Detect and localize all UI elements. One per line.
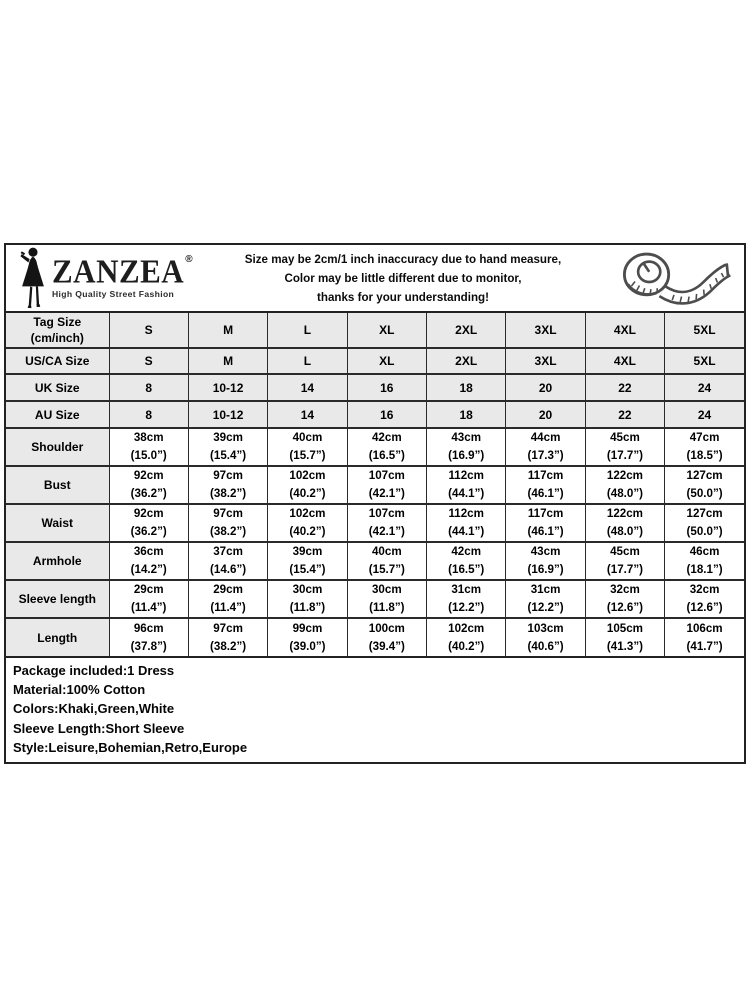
size-row-au-size-cell-8: 24	[665, 401, 744, 428]
measure-row-sleeve-length	[6, 580, 744, 618]
measure-row-waist	[6, 504, 744, 542]
size-row-tag-size-cell-1: S	[109, 313, 188, 348]
measure-row-bust-cell-8: 127cm (50.0”)	[665, 466, 744, 504]
measure-row-sleeve-length-cell-5: 31cm (12.2”)	[427, 580, 506, 618]
size-row-au-size-cell-5: 18	[427, 401, 506, 428]
tape-icon-area	[610, 247, 744, 309]
measure-row-armhole-cell-8: 46cm (18.1”)	[665, 542, 744, 580]
size-row-us-ca-size-cell-6: 3XL	[506, 348, 585, 374]
size-disclaimer	[198, 250, 610, 307]
measure-row-length-cell-1: 96cm (37.8”)	[109, 618, 188, 656]
measuring-tape-icon	[615, 247, 733, 309]
measure-row-armhole-cell-7: 45cm (17.7”)	[585, 542, 664, 580]
size-row-tag-size	[6, 313, 744, 348]
size-row-us-ca-size-cell-7: 4XL	[585, 348, 664, 374]
measure-row-armhole-cell-1: 36cm (14.2”)	[109, 542, 188, 580]
size-row-uk-size-cell-2: 10-12	[188, 374, 267, 401]
measure-row-sleeve-length-cell-6: 31cm (12.2”)	[506, 580, 585, 618]
measure-row-armhole-cell-4: 40cm (15.7”)	[347, 542, 426, 580]
size-row-tag-size-cell-2: M	[188, 313, 267, 348]
size-row-uk-size-label: UK Size	[6, 374, 109, 401]
measure-row-shoulder-cell-4: 42cm (16.5”)	[347, 428, 426, 466]
size-row-us-ca-size-cell-5: 2XL	[427, 348, 506, 374]
size-row-us-ca-size-label: US/CA Size	[6, 348, 109, 374]
measure-row-shoulder-cell-1: 38cm (15.0”)	[109, 428, 188, 466]
registered-trademark: ®	[185, 254, 193, 266]
measure-row-armhole-cell-5: 42cm (16.5”)	[427, 542, 506, 580]
measure-row-bust-cell-4: 107cm (42.1”)	[347, 466, 426, 504]
measure-row-waist-cell-2: 97cm (38.2”)	[188, 504, 267, 542]
note-colors: Colors:Khaki,Green,White	[13, 701, 175, 717]
size-row-au-size-cell-2: 10-12	[188, 401, 267, 428]
brand-logo-text	[52, 252, 193, 300]
size-row-au-size-label: AU Size	[6, 401, 109, 428]
size-row-us-ca-size-cell-2: M	[188, 348, 267, 374]
size-row-tag-size-cell-7: 4XL	[585, 313, 664, 348]
measure-row-waist-label: Waist	[6, 504, 109, 542]
measure-row-length-cell-8: 106cm (41.7”)	[665, 618, 744, 656]
measure-row-length-cell-7: 105cm (41.3”)	[585, 618, 664, 656]
measure-row-waist-cell-3: 102cm (40.2”)	[268, 504, 347, 542]
measure-row-sleeve-length-cell-3: 30cm (11.8”)	[268, 580, 347, 618]
size-row-uk-size-cell-8: 24	[665, 374, 744, 401]
size-row-us-ca-size-cell-8: 5XL	[665, 348, 744, 374]
measure-row-bust-cell-2: 97cm (38.2”)	[188, 466, 267, 504]
measure-row-sleeve-length-cell-1: 29cm (11.4”)	[109, 580, 188, 618]
measure-row-sleeve-length-cell-4: 30cm (11.8”)	[347, 580, 426, 618]
measure-row-shoulder-cell-2: 39cm (15.4”)	[188, 428, 267, 466]
measure-row-armhole-label: Armhole	[6, 542, 109, 580]
measure-row-armhole-cell-2: 37cm (14.6”)	[188, 542, 267, 580]
size-row-tag-size-cell-8: 5XL	[665, 313, 744, 348]
measure-row-length-cell-3: 99cm (39.0”)	[268, 618, 347, 656]
measure-row-armhole-cell-6: 43cm (16.9”)	[506, 542, 585, 580]
brand-logo	[6, 247, 198, 309]
size-row-au-size-cell-1: 8	[109, 401, 188, 428]
measure-row-waist-cell-7: 122cm (48.0”)	[585, 504, 664, 542]
size-row-tag-size-cell-5: 2XL	[427, 313, 506, 348]
disclaimer-line-1: Size may be 2cm/1 inch inaccuracy due to hand measure,	[244, 252, 562, 266]
brand-name: ZANZEA	[52, 252, 185, 291]
measure-row-shoulder-label: Shoulder	[6, 428, 109, 466]
measure-row-length	[6, 618, 744, 656]
size-chart-panel	[4, 243, 746, 764]
measure-row-bust-cell-7: 122cm (48.0”)	[585, 466, 664, 504]
size-row-uk-size-cell-5: 18	[427, 374, 506, 401]
product-notes	[6, 656, 744, 762]
measure-row-bust-cell-3: 102cm (40.2”)	[268, 466, 347, 504]
measure-row-sleeve-length-cell-7: 32cm (12.6”)	[585, 580, 664, 618]
measure-row-sleeve-length-cell-2: 29cm (11.4”)	[188, 580, 267, 618]
note-package: Package included:1 Dress	[13, 663, 175, 678]
brand-tagline: High Quality Street Fashion	[52, 289, 175, 300]
header-band	[6, 245, 744, 313]
measure-row-waist-cell-4: 107cm (42.1”)	[347, 504, 426, 542]
size-row-tag-size-label: Tag Size (cm/inch)	[6, 313, 109, 348]
measure-row-length-cell-5: 102cm (40.2”)	[427, 618, 506, 656]
measure-row-bust-cell-5: 112cm (44.1”)	[427, 466, 506, 504]
size-row-us-ca-size-cell-3: L	[268, 348, 347, 374]
size-row-us-ca-size-cell-4: XL	[347, 348, 426, 374]
measure-row-shoulder-cell-8: 47cm (18.5”)	[665, 428, 744, 466]
size-row-tag-size-cell-6: 3XL	[506, 313, 585, 348]
measure-row-shoulder	[6, 428, 744, 466]
measure-row-waist-cell-5: 112cm (44.1”)	[427, 504, 506, 542]
size-table	[6, 313, 744, 656]
size-row-tag-size-cell-4: XL	[347, 313, 426, 348]
measure-row-shoulder-cell-6: 44cm (17.3”)	[506, 428, 585, 466]
disclaimer-line-3: thanks for your understanding!	[317, 290, 489, 304]
measure-row-bust-label: Bust	[6, 466, 109, 504]
measure-row-armhole	[6, 542, 744, 580]
measure-row-length-cell-2: 97cm (38.2”)	[188, 618, 267, 656]
measure-row-bust	[6, 466, 744, 504]
size-row-au-size-cell-3: 14	[268, 401, 347, 428]
measure-row-length-cell-6: 103cm (40.6”)	[506, 618, 585, 656]
size-row-au-size	[6, 401, 744, 428]
measure-row-bust-cell-1: 92cm (36.2”)	[109, 466, 188, 504]
size-row-uk-size-cell-4: 16	[347, 374, 426, 401]
measure-row-waist-cell-6: 117cm (46.1”)	[506, 504, 585, 542]
size-row-us-ca-size-cell-1: S	[109, 348, 188, 374]
size-row-uk-size-cell-7: 22	[585, 374, 664, 401]
measure-row-bust-cell-6: 117cm (46.1”)	[506, 466, 585, 504]
measure-row-shoulder-cell-5: 43cm (16.9”)	[427, 428, 506, 466]
size-row-tag-size-cell-3: L	[268, 313, 347, 348]
disclaimer-line-2: Color may be little different due to monitor,	[284, 271, 522, 285]
size-row-uk-size-cell-1: 8	[109, 374, 188, 401]
measure-row-length-label: Length	[6, 618, 109, 656]
size-row-uk-size	[6, 374, 744, 401]
measure-row-length-cell-4: 100cm (39.4”)	[347, 618, 426, 656]
note-material: Material:100% Cotton	[13, 682, 146, 698]
measure-row-sleeve-length-label: Sleeve length	[6, 580, 109, 618]
measure-row-sleeve-length-cell-8: 32cm (12.6”)	[665, 580, 744, 618]
measure-row-armhole-cell-3: 39cm (15.4”)	[268, 542, 347, 580]
size-row-au-size-cell-4: 16	[347, 401, 426, 428]
measure-row-shoulder-cell-7: 45cm (17.7”)	[585, 428, 664, 466]
note-sleeve-length: Sleeve Length:Short Sleeve	[13, 720, 185, 736]
measure-row-waist-cell-8: 127cm (50.0”)	[665, 504, 744, 542]
size-row-au-size-cell-7: 22	[585, 401, 664, 428]
woman-silhouette-icon	[16, 247, 50, 309]
size-row-us-ca-size	[6, 348, 744, 374]
size-row-uk-size-cell-6: 20	[506, 374, 585, 401]
size-row-uk-size-cell-3: 14	[268, 374, 347, 401]
measure-row-waist-cell-1: 92cm (36.2”)	[109, 504, 188, 542]
size-row-au-size-cell-6: 20	[506, 401, 585, 428]
measure-row-shoulder-cell-3: 40cm (15.7”)	[268, 428, 347, 466]
note-style: Style:Leisure,Bohemian,Retro,Europe	[13, 739, 248, 755]
